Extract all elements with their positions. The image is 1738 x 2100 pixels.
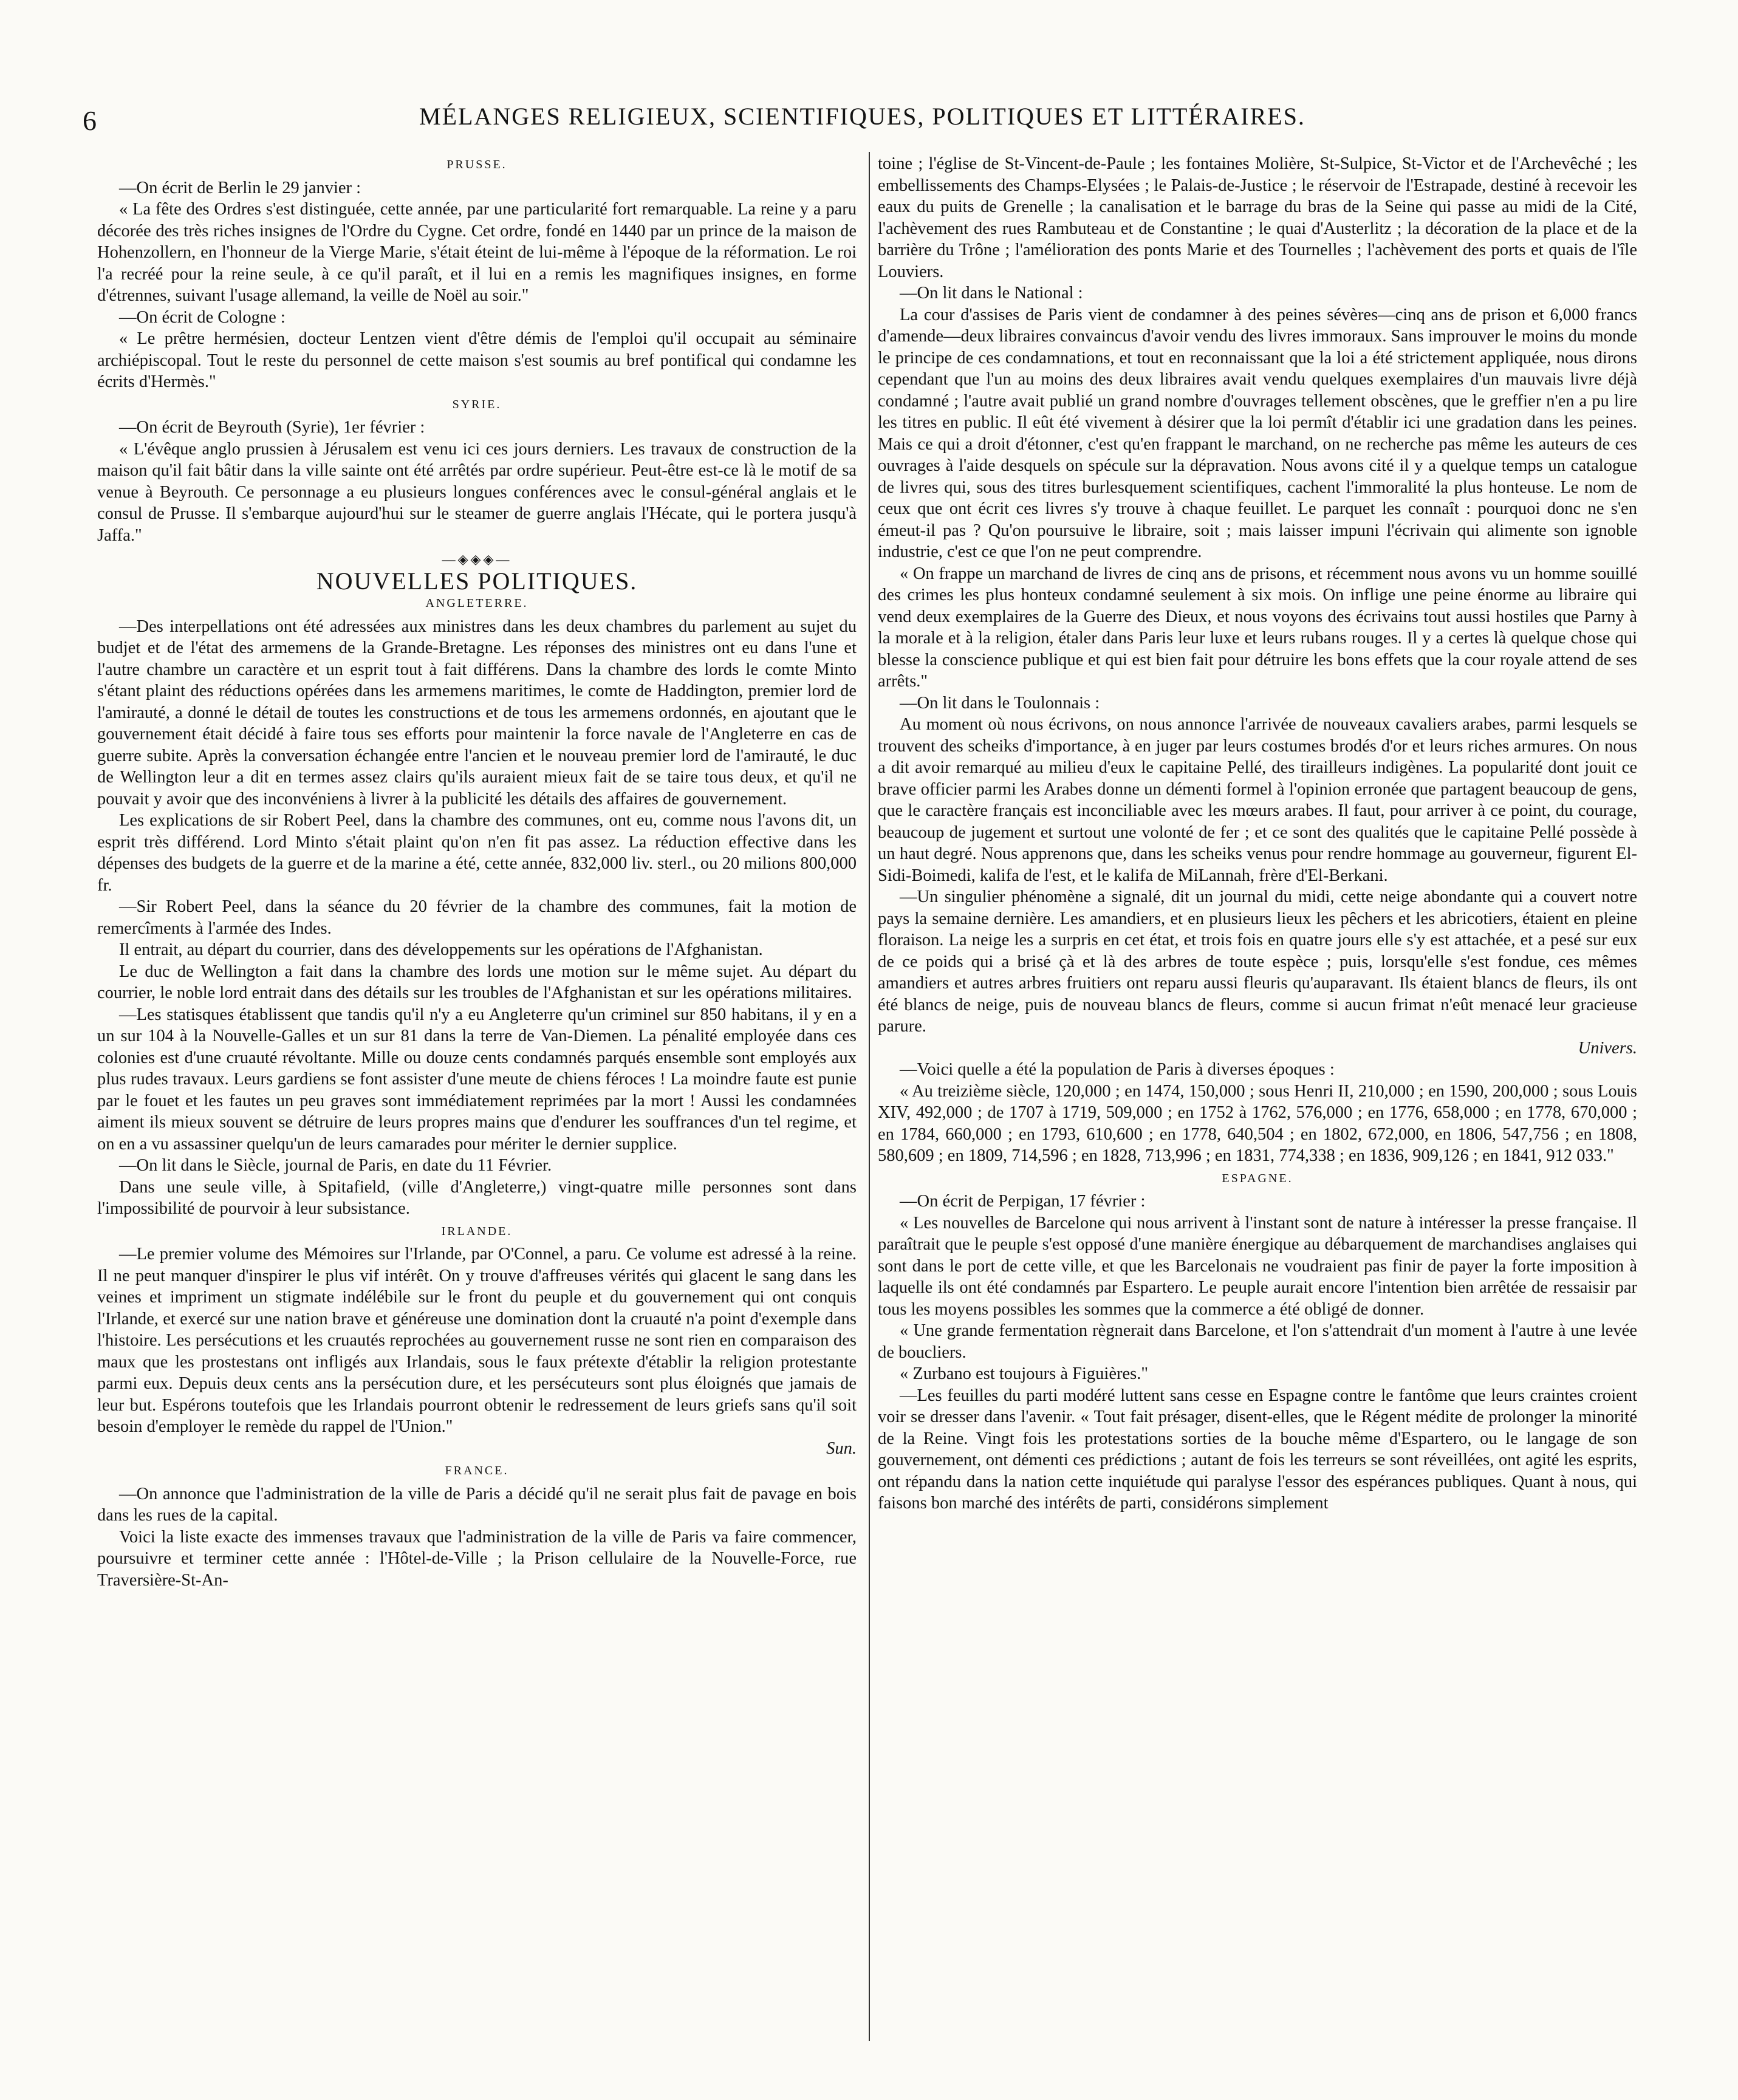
section-heading: SYRIE. — [452, 397, 502, 411]
article-paragraph: « Zurbano est toujours à Figuières." — [900, 1364, 1148, 1383]
article-paragraph: —On annonce que l'administration de la ville de Paris a décidé qu'il ne serait plus fait de pavage en bois dans les rues de la capital. — [97, 1484, 857, 1525]
article-paragraph: —On lit dans le Toulonnais : — [900, 693, 1100, 713]
main-heading: NOUVELLES POLITIQUES. — [316, 567, 638, 595]
article-paragraph: —Voici quelle a été la population de Paris à diverses époques : — [900, 1060, 1335, 1079]
page-header — [79, 102, 1634, 139]
article-paragraph: —On lit dans le Siècle, journal de Paris, en date du 11 Février. — [119, 1156, 552, 1175]
right-column — [878, 153, 1637, 1514]
ornament-divider: —◈◈◈— — [442, 552, 512, 567]
article-paragraph: —On écrit de Beyrouth (Syrie), 1er février : — [119, 418, 425, 437]
article-paragraph: —On écrit de Cologne : — [119, 307, 286, 327]
section-heading: IRLANDE. — [441, 1224, 513, 1238]
section-heading: PRUSSE. — [446, 158, 507, 171]
article-paragraph: « Une grande fermentation règnerait dans Barcelone, et l'on s'attendrait d'un moment à l'autre à une levée de boucliers. — [878, 1321, 1637, 1362]
article-paragraph: —On écrit de Berlin le 29 janvier : — [119, 178, 361, 197]
article-paragraph: « Au treizième siècle, 120,000 ; en 1474, 150,000 ; sous Henri II, 210,000 ; en 1590, 200,000 ; sous Louis XIV, 492,000 ; de 1707 à 1719, 509,000 ; en 1752 à 1762, 576,000 ; en 1776, 658,000 ; en 1778, 670,000 ; en 1784, 660,000 ; en 1793, 610,600 ; en 1778, 640,504 ; en 1802, 672,000, en 1806, 547,756 ; en 1808, 580,609 ; en 1809, 714,596 ; en 1828, 713,996 ; en 1831, 774,338 ; en 1836, 909,126 ; en 1841, 912 033." — [878, 1081, 1637, 1165]
article-paragraph: —On lit dans le National : — [900, 284, 1083, 303]
article-paragraph: —Sir Robert Peel, dans la séance du 20 février de la chambre des communes, fait la motion de remercîments à l'armée des Indes. — [97, 897, 857, 938]
source-signature: Sun. — [826, 1438, 857, 1458]
article-paragraph: Les explications de sir Robert Peel, dans la chambre des communes, ont eu, comme nous l'avons dit, un esprit très différend. Lord Minto s'était plaint qu'on n'en fit pas assez. La réduction effective dans les dépenses des budgets de la guerre et de la marine a été, cette année, 832,000 liv. sterl., ou 20 milions 800,000 fr. — [97, 811, 857, 895]
article-paragraph: —Des interpellations ont été adressées aux ministres dans les deux chambres du parlement au sujet du budjet et de l'état des armemens de la Grande-Bretagne. Les réponses des ministres ont eu dans l'une et l'autre chambre un caractère et un esprit tout à fait différens. Dans la chambre des lords le comte Minto s'étant plaint des réductions opérées dans les armemens maritimes, le comte de Haddington, premier lord de l'amirauté, a donné le détail de toutes les constructions et de tous les armemens ordonnés, en ajoutant que le gouvernement était décidé à faire tous ses efforts pour maintenir la force navale de l'Angleterre en cas de guerre subite. Après la conversation échangée entre l'ancien et le nouveau premier lord de l'amirauté, le duc de Wellington leur a dit en termes assez clairs qu'ils auraient mieux fait de se taire tous deux, et qu'il ne pouvait y avoir que des inconvéniens à livrer à la publicité les détails des affaires de gouvernement. — [97, 617, 857, 809]
article-paragraph: « La fête des Ordres s'est distinguée, cette année, par une particularité fort remarquable. La reine y a paru décorée des très riches insignes de l'Ordre du Cygne. Cet ordre, fondé en 1440 par un prince de la maison de Hohenzollern, en l'honneur de la Vierge Marie, s'était éteint de lui-même à l'époque de la réformation. Le roi l'a recréé pour la reine seule, à ce qu'il paraît, et il lui en a remis les magnifiques insignes, en forme d'étrennes, suivant l'usage allemand, la veille de Noël au soir." — [97, 200, 857, 305]
section-heading: ANGLETERRE. — [425, 597, 529, 610]
article-paragraph: « L'évêque anglo prussien à Jérusalem est venu ici ces jours derniers. Les travaux de construction de la maison qu'il fait bâtir dans la ville sainte ont été arrêtés par ordre supérieur. Peut-être est-ce là le motif de sa venue à Beyrouth. Ce personnage a eu plusieurs longues conférences avec le consul-général anglais et le consul de Prusse. Il s'embarque aujourd'hui sur le steamer de guerre anglais l'Hécate, qui le portera jusqu'à Jaffa." — [97, 439, 857, 545]
running-title: MÉLANGES RELIGIEUX, SCIENTIFIQUES, POLITIQUES ET LITTÉRAIRES. — [419, 103, 1305, 130]
section-heading: FRANCE. — [445, 1464, 509, 1477]
article-paragraph: toine ; l'église de St-Vincent-de-Paule ; les fontaines Molière, St-Sulpice, St-Victor et de l'Archevêché ; les embellissements des Champs-Elysées ; le Palais-de-Justice ; le réservoir de l'Estrapade, destiné à recevoir les eaux du puits de Grenelle ; la canalisation et le barrage du bras de la Seine qui passe au midi de la Cité, l'achèvement des rues Rambuteau et de Constantine ; le quai d'Austerlitz ; la décoration de la place et de la barrière du Trône ; l'amélioration des ponts Marie et des Tournelles ; l'achèvement des ports et quais de l'île Louviers. — [878, 154, 1637, 281]
article-paragraph: —Le premier volume des Mémoires sur l'Irlande, par O'Connel, a paru. Ce volume est adressé à la reine. Il ne peut manquer d'inspirer le plus vif intérêt. On y trouve d'affreuses vérités qui glacent le sang dans les veines et impriment un stigmate indélébile sur le front du peuple et du gouvernement qui ont conquis l'Irlande, et exercé sur une nation brave et généreuse une domination dont la cruauté n'a point d'exemple dans l'histoire. Les persécutions et les cruautés reprochées au gouvernement russe ne sont rien en comparaison des maux que les prostestans ont infligés aux Irlandais, sous le faux prétexte d'établir la religion protestante parmi eux. Depuis deux cents ans la persécution dure, et les persécuteurs sont plus éloignés que jamais de leur but. Espérons toutefois que les Irlandais pourront obtenir le redressement de leurs griefs sans qu'il soit besoin d'employer le remède du rappel de l'Union." — [97, 1245, 857, 1436]
column-divider — [869, 152, 870, 2041]
source-signature: Univers. — [1578, 1038, 1637, 1058]
article-paragraph: « Le prêtre hermésien, docteur Lentzen vient d'être démis de l'emploi qu'il occupait au séminaire archiépiscopal. Tout le reste du personnel de cette maison s'est soumis au bref pontifical qui condamne les écrits d'Hermès." — [97, 329, 857, 391]
article-paragraph: —Un singulier phénomène a signalé, dit un journal du midi, cette neige abondante qui a couvert notre pays la semaine dernière. Les amandiers, et en plusieurs lieux les pêchers et les abricotiers, étaient en pleine floraison. La neige les a surpris en cet état, et trois fois en quatre jours elle s'y est attachée, et a pesé sur eux de ce poids qui a brisé çà et là des arbres de toute espèce ; puis, lorsqu'elle s'est fondue, ces mêmes amandiers et autres arbres fruitiers ont reparu aussi fleuris qu'auparavant. Ils étaient blancs de fleurs, ils ont été blancs de neige, puis de nouveau blancs de fleurs, comme si aucun frimat n'eût menacé leur gracieuse parure. — [878, 888, 1637, 1036]
article-paragraph: Dans une seule ville, à Spitafield, (ville d'Angleterre,) vingt-quatre mille personnes sont dans l'impossibilité de pourvoir à leur subsistance. — [97, 1177, 857, 1218]
article-paragraph: Le duc de Wellington a fait dans la chambre des lords une motion sur le même sujet. Au départ du courrier, le noble lord entrait dans des détails sur les troubles de l'Afghanistan et sur les opérations militaires. — [97, 962, 857, 1002]
article-paragraph: La cour d'assises de Paris vient de condamner à des peines sévères—cinq ans de prison et 6,000 francs d'amende—deux libraires convaincus d'avoir vendu des livres immoraux. Sans improuver le moins du monde le principe de ces condamnations, et tout en reconnaissant que la loi a été strictement appliquée, nous dirons cependant que l'un au moins des deux libraires avait vendu quelques exemplaires d'un mauvais livre déjà condamné ; l'autre avait publié un grand nombre d'ouvrages tellement obscènes, que le greffier n'en a pu lire les titres en public. Il eût été vivement à désirer que la loi permît d'établir ici une gradation dans les peines. Mais ce qui a droit d'étonner, c'est qu'en frappant le marchand, on ne recherche pas même les auteurs de ces ouvrages à l'aide desquels on spécule sur la dépravation. Nous avons cité il y a quelque temps un catalogue de livres qui, sous des titres burlesquement scientifiques, cachent l'immoralité la plus honteuse. Le nom de ceux que ont écrit ces livres s'y trouve à chaque feuillet. Le parquet les connaît : pourquoi donc ne s'en émeut-il pas ? Qu'on poursuive le libraire, soit ; mais laisser impuni l'écrivain qui alimente son ignoble industrie, c'est ce que l'on ne peut comprendre. — [878, 305, 1637, 561]
left-column — [97, 153, 857, 1591]
article-paragraph: « On frappe un marchand de livres de cinq ans de prisons, et récemment nous avons vu un homme souillé des crimes les plus honteux condamné seulement à six mois. On inflige une peine énorme au libraire qui vend deux exemplaires de la Guerre des Dieux, et nous voyons des écrivains tout aussi hostiles que Parny à la morale et à la religion, étaler dans Paris leur luxe et leurs rubans rouges. Il y a certes là quelque chose qui blesse la conscience publique et qui est bien fait pour détruire les bons effets que la cour royale attend de ses arrêts." — [878, 564, 1637, 691]
article-paragraph: « Les nouvelles de Barcelone qui nous arrivent à l'instant sont de nature à intéresser la presse française. Il paraîtrait que le peuple s'est opposé d'une manière énergique au débarquement de marchandises anglaises qui sont dans le port de cette ville, et que les Barcelonais ne voudraient pas finir de payer la forte imposition à laquelle ils ont été condamnés par Espartero. Le peuple aurait encore l'intention bien arrêtée de ressaisir par tous les moyens possibles les sommes que la commerce a été obligé de donner. — [878, 1213, 1637, 1319]
article-paragraph: Au moment où nous écrivons, on nous annonce l'arrivée de nouveaux cavaliers arabes, parmi lesquels se trouvent des scheiks d'importance, à en juger par leurs costumes brodés d'or et leurs riches armures. On nous a dit avoir remarqué au milieu d'eux le capitaine Pellé, des tirailleurs indigènes. La popularité dont jouit ce brave officier parmi les Arabes donne un démenti formel à l'opinion erronée que partagent beaucoup de gens, que le caractère français est inconciliable avec les mœurs arabes. Il faut, pour arriver à ce point, du courage, beaucoup de jugement et surtout une volonté de fer ; et ce sont des qualités que le capitaine Pellé possède à un haut degré. Nous apprenons que, dans les scheiks venus pour rendre hommage au gouverneur, figurent El-Sidi-Boimedi, kalifa de l'est, et le kalifa de MiLannah, frère d'El-Berkani. — [878, 715, 1637, 885]
article-paragraph: Il entrait, au départ du courrier, dans des développements sur les opérations de l'Afghanistan. — [119, 940, 763, 959]
page-number: 6 — [83, 105, 97, 136]
article-paragraph: Voici la liste exacte des immenses travaux que l'administration de la ville de Paris va faire commencer, poursuivre et terminer cette année : l'Hôtel-de-Ville ; la Prison cellulaire de la Nouvelle-Force, rue Traversière-St-An- — [97, 1527, 857, 1590]
section-heading: ESPAGNE. — [1222, 1171, 1293, 1185]
article-paragraph: —On écrit de Perpigan, 17 février : — [900, 1192, 1146, 1211]
article-paragraph: —Les statisques établissent que tandis qu'il n'y a eu Angleterre qu'un criminel sur 850 habitans, il y en a un sur 104 à la Nouvelle-Galles et un sur 81 dans la terre de Van-Diemen. La pénalité employée dans ces colonies est d'une cruauté révoltante. Mille ou douze cents condamnés parqués ensemble sont employés aux plus rudes travaux. Leurs gardiens se font assister d'une meute de chiens féroces ! La moindre faute est punie par le fouet et les fautes un peu graves sont immédiatement reprimées par la mort ! Aussi les condamnées aiment ils mieux souvent se détruire de leurs propres mains que d'endurer les souffrances d'un tel regime, et on en a vu assassiner quelqu'un de leurs camarades pour mériter le dernier supplice. — [97, 1005, 857, 1154]
article-paragraph: —Les feuilles du parti modéré luttent sans cesse en Espagne contre le fantôme que leurs craintes croient voir se dresser dans l'avenir. « Tout fait présager, disent-elles, que le Régent médite de prolonger la minorité de la Reine. Vingt fois les protestations sorties de la bouche même d'Espartero, ou le langage de son gouvernement, ont démenti ces prédictions ; autant de fois les terreurs se sont réveillées, ont agité les esprits, ont répandu dans la nation cette inquiétude qui paralyse l'essor des espérances publiques. Quant à nous, qui faisons bon marché des intérêts de parti, considérons simplement — [878, 1386, 1637, 1513]
